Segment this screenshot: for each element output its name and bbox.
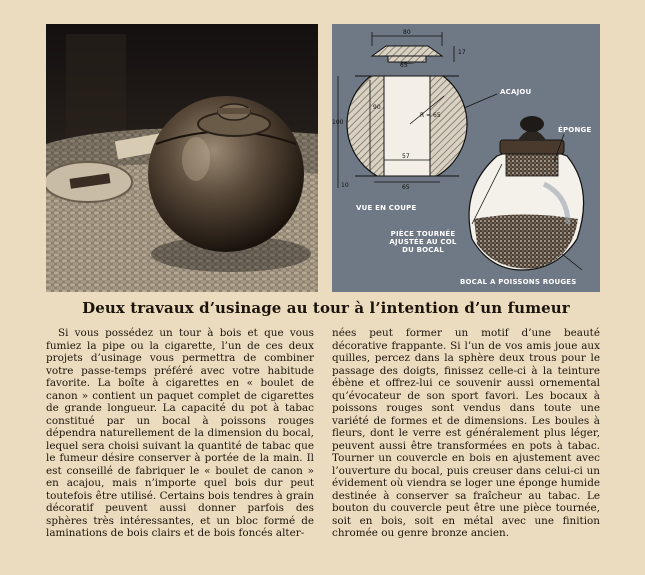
dim-neck-width: 65 — [400, 62, 408, 69]
dim-inner-height: 90 — [373, 104, 381, 111]
label-piece-line1: PIÈCE TOURNÉE — [390, 230, 456, 238]
article-column-right — [332, 327, 600, 540]
dim-base-height: 10 — [341, 182, 349, 189]
label-acajou: ACAJOU — [500, 88, 532, 96]
article-column-left — [46, 327, 314, 540]
label-piece-tournee — [378, 230, 468, 254]
cannonball-box-photo — [46, 24, 318, 292]
dim-inner-width: 57 — [402, 153, 410, 160]
article-headline: Deux travaux d’usinage au tour à l’intention d’un fumeur — [82, 299, 570, 317]
cannonball-box-illustration — [46, 24, 318, 292]
dim-top-height: 17 — [458, 49, 466, 56]
article-paragraph: Si vous possédez un tour à bois et que vous fumiez la pipe ou la cigarette, l’un de ces deux projets d’usinage vous permettra de combiner votre passe-temps préféré avec votre habitude favorite. La boîte à cigarettes en « boulet de canon » contient un paquet complet de cigarettes de grande longueur. La capacité du pot à tabac constitué par un bocal à poissons rouges dépendra naturellement de la dimension du bocal, lequel sera choisi suivant la quantité de tabac que le fumeur désire conserver à portée de la main. Il est conseillé de fabriquer le « boulet de canon » en acajou, mais n’importe quel bois dur peut toutefois être utilisé. Certains bois tendres à grain décoratif peuvent aussi donner parfois des sphères très intéressantes, et un bloc formé de laminations de bois clairs et de bois foncés alter- — [46, 327, 314, 539]
dim-top-width: 80 — [403, 29, 411, 36]
label-piece-line2: AJUSTÉE AU COL — [389, 238, 457, 246]
label-piece-line3: DU BOCAL — [402, 246, 444, 254]
dim-height: 100 — [332, 119, 344, 126]
dim-base-width: 65 — [402, 184, 410, 191]
label-bocal: BOCAL A POISSONS ROUGES — [460, 278, 577, 286]
label-vue-en-coupe: VUE EN COUPE — [356, 204, 417, 212]
technical-diagram — [332, 24, 600, 292]
dim-radius: R = 65 — [420, 112, 441, 119]
label-eponge: ÉPONGE — [558, 126, 592, 134]
article-paragraph-continued: nées peut former un motif d’une beauté décorative frappante. Si l’un de vos amis joue aux quilles, percez dans la sphère deux trous pour le passage des doigts, finissez celle-ci à la teinture ébène et offrez-lui ce souvenir aussi ornemental qu’évocateur de son sport favori. Les bocaux à poissons rouges sont vendus dans toute une variété de formes et de dimensions. Les boules à fleurs, dont le verre est généralement plus léger, peuvent aussi être transformées en pots à tabac. Tourner un couvercle en bois en ajustement avec l’ouverture du bocal, puis creuser dans celui-ci un évidement où viendra se loger une éponge humide destinée à conserver sa fraîcheur au tabac. Le bouton du couvercle peut être une pièce tournée, soit en bois, soit en métal avec une finition chromée ou genre bronze ancien. — [332, 327, 600, 539]
